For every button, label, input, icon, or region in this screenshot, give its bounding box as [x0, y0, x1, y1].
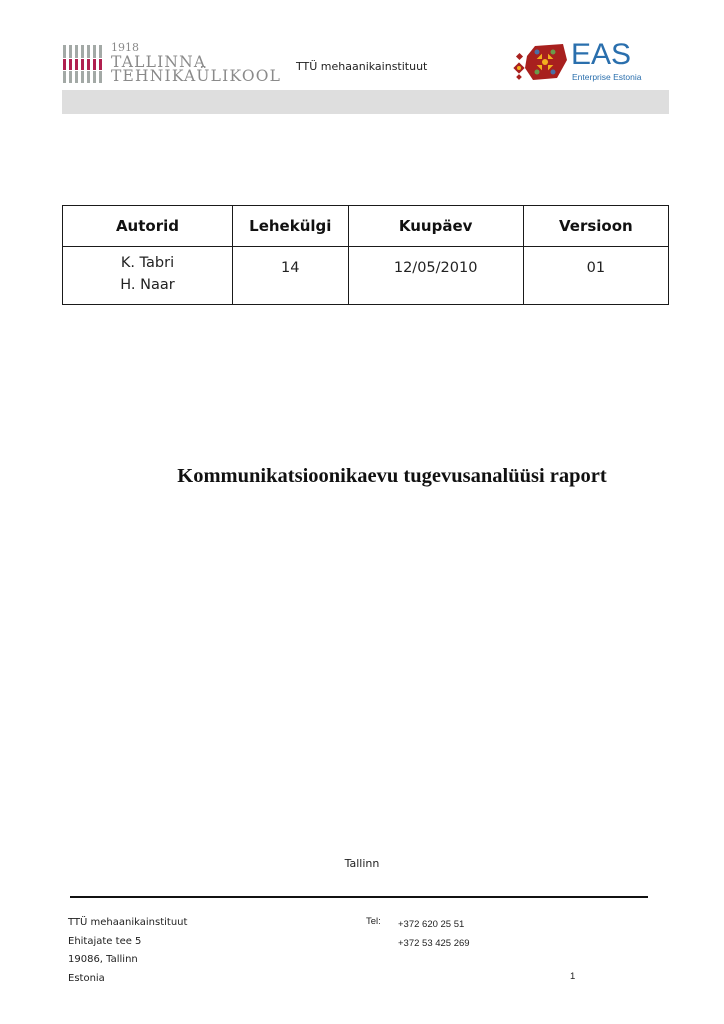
author-2: H. Naar [120, 277, 175, 293]
header-institute-name: TTÜ mehaanikainstituut [296, 60, 428, 73]
author-1: K. Tabri [120, 255, 175, 271]
header-pages: Lehekülgi [232, 206, 348, 247]
header-gray-bar [62, 90, 669, 114]
address-line-2: Ehitajate tee 5 [68, 935, 142, 947]
cell-pages: 14 [232, 247, 348, 305]
ttu-logo-bars-icon [63, 45, 103, 83]
header-authors: Autorid [63, 206, 233, 247]
address-line-1: TTÜ mehaanikainstituut [68, 917, 188, 928]
address-line-4: Estonia [68, 972, 105, 984]
eas-wordmark: EAS [571, 38, 632, 71]
footer-divider [70, 896, 648, 898]
footer-city: Tallinn [344, 857, 380, 870]
table-row [63, 247, 669, 305]
cell-date: 12/05/2010 [348, 247, 523, 305]
footer-phones [398, 916, 470, 953]
phone-2: +372 53 425 269 [398, 937, 470, 949]
cell-version: 01 [523, 247, 668, 305]
eas-emblem-icon [513, 42, 569, 82]
document-title: Kommunikatsioonikaevu tugevusanalüüsi raport [177, 465, 607, 487]
page-number: 1 [570, 971, 576, 982]
address-line-3: 19086, Tallinn [68, 954, 138, 965]
cell-authors [63, 247, 233, 305]
ttu-logo-year: 1918 [111, 41, 139, 54]
eas-logo [513, 38, 653, 84]
footer-address [68, 914, 187, 988]
header-version: Versioon [523, 206, 668, 247]
ttu-logo-line1: TALLINNA [111, 53, 207, 71]
ttu-logo [63, 41, 282, 86]
ttu-logo-line2: TEHNIKAÜLIKOOL [111, 67, 282, 85]
ttu-logo-text [111, 42, 281, 83]
table-header-row [63, 206, 669, 247]
footer-tel-label: Tel: [366, 916, 381, 927]
document-meta-table [62, 205, 669, 305]
phone-1: +372 620 25 51 [398, 919, 465, 930]
eas-subtitle: Enterprise Estonia [572, 72, 642, 82]
header-date: Kuupäev [348, 206, 523, 247]
